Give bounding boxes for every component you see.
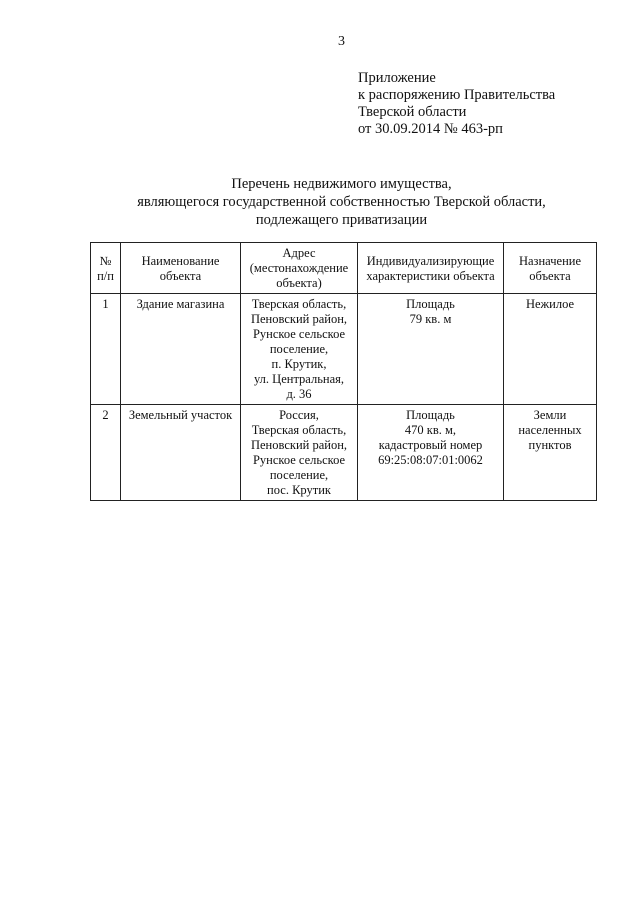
header-name: Наименование объекта bbox=[121, 243, 241, 294]
cell-purpose: Земли населенных пунктов bbox=[504, 405, 597, 501]
appendix-block bbox=[358, 70, 555, 138]
table-row bbox=[91, 405, 597, 501]
property-table bbox=[90, 242, 597, 501]
cell-name: Земельный участок bbox=[121, 405, 241, 501]
appendix-line: Тверской области bbox=[358, 104, 467, 120]
table-row bbox=[91, 294, 597, 405]
title-line: являющегося государственной собственностью Тверской области, bbox=[137, 194, 546, 210]
header-number: № п/п bbox=[91, 243, 121, 294]
title-line: подлежащего приватизации bbox=[255, 212, 428, 228]
table-header-row bbox=[91, 243, 597, 294]
document-title bbox=[0, 175, 640, 229]
cell-number: 1 bbox=[91, 294, 121, 405]
appendix-date-line: от 30.09.2014 № 463-рп bbox=[358, 121, 503, 137]
header-characteristics: Индивидуализирующие характеристики объекта bbox=[358, 243, 504, 294]
cell-number: 2 bbox=[91, 405, 121, 501]
cell-address: Россия, Тверская область, Пеновский район, Рунское сельское поселение, пос. Крутик bbox=[241, 405, 358, 501]
appendix-line: к распоряжению Правительства bbox=[358, 87, 556, 103]
cell-characteristics: Площадь 79 кв. м bbox=[358, 294, 504, 405]
cell-name: Здание магазина bbox=[121, 294, 241, 405]
cell-purpose: Нежилое bbox=[504, 294, 597, 405]
header-address: Адрес (местонахождение объекта) bbox=[241, 243, 358, 294]
cell-characteristics: Площадь 470 кв. м, кадастровый номер 69:25:08:07:01:0062 bbox=[358, 405, 504, 501]
cell-address: Тверская область, Пеновский район, Рунское сельское поселение, п. Крутик, ул. Центральная, д. 36 bbox=[241, 294, 358, 405]
header-purpose: Назначение объекта bbox=[504, 243, 597, 294]
page-number: 3 bbox=[338, 34, 345, 49]
title-line: Перечень недвижимого имущества, bbox=[231, 176, 452, 192]
appendix-line: Приложение bbox=[358, 70, 436, 86]
